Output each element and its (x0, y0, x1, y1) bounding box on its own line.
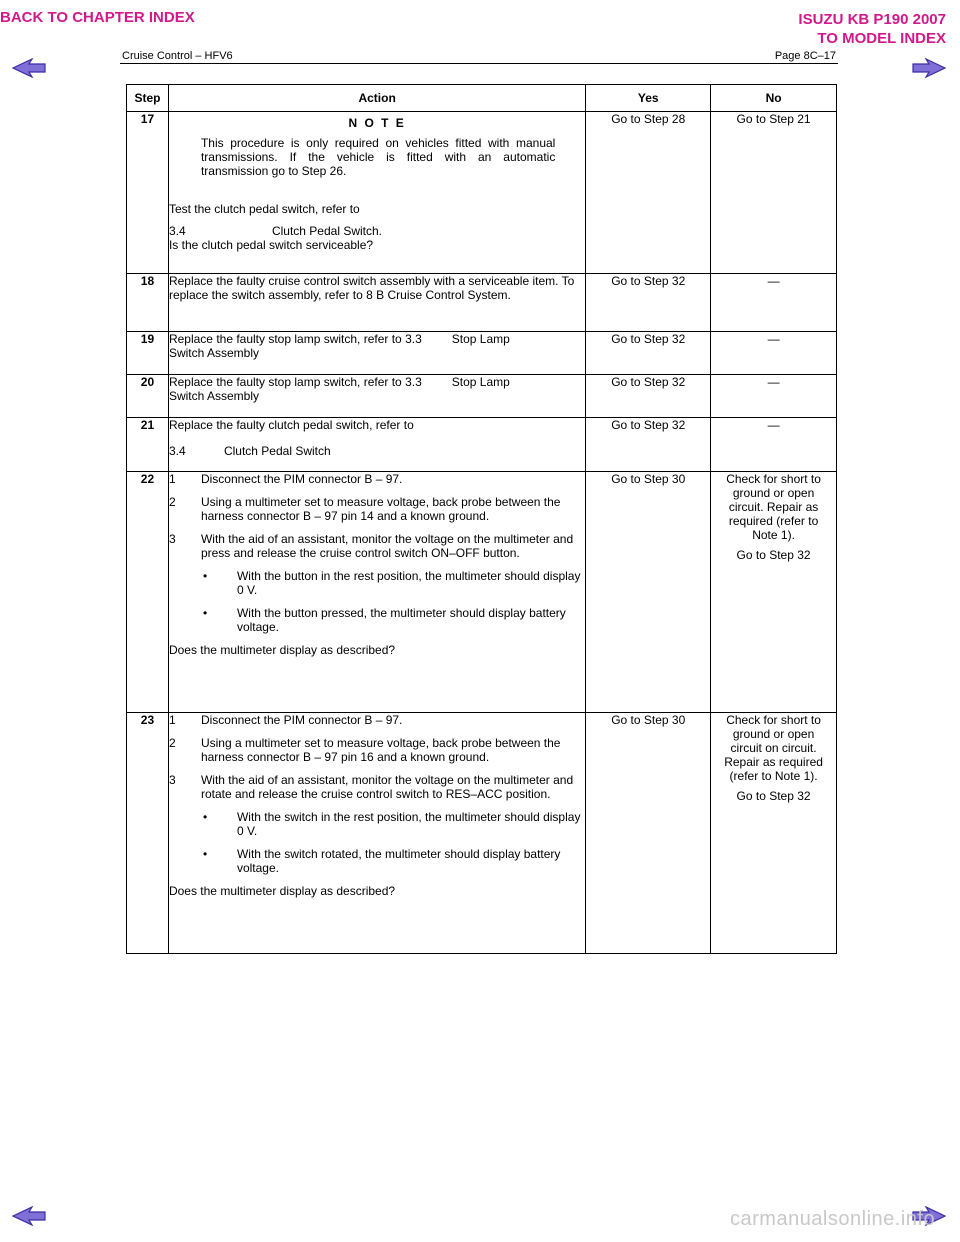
model-title: ISUZU KB P190 2007 (798, 11, 946, 28)
list-number: 3 (168, 773, 176, 787)
reference-number[interactable]: 3.4 (168, 224, 186, 238)
action-cell (168, 375, 585, 418)
section-title: Cruise Control – HFV6 (122, 50, 233, 62)
reference-link[interactable]: Stop Lamp (451, 375, 510, 389)
question-text: Does the multimeter display as described? (168, 884, 396, 898)
yes-cell: Go to Step 30 (586, 713, 711, 954)
action-cell (168, 418, 585, 472)
step-number: 23 (127, 713, 169, 954)
action-cell (168, 112, 585, 274)
step-number: 18 (127, 274, 169, 332)
yes-cell: Go to Step 32 (586, 332, 711, 375)
bullet-icon: • (202, 606, 208, 620)
header-step: Step (127, 85, 169, 112)
list-text: With the aid of an assistant, monitor the voltage on the multimeter and press and release the cruise control switch ON–OFF button. (200, 532, 574, 560)
table-header-row (127, 85, 837, 112)
list-number: 1 (168, 472, 176, 486)
list-number: 2 (168, 736, 176, 750)
action-text: Replace the faulty stop lamp switch, refer to 3.3 (168, 332, 422, 346)
reference-link-cont[interactable]: Switch Assembly (168, 389, 259, 403)
yes-cell: Go to Step 32 (586, 274, 711, 332)
no-cell: — (711, 332, 837, 375)
no-cell (711, 472, 837, 713)
header-action: Action (168, 85, 585, 112)
yes-cell: Go to Step 32 (586, 375, 711, 418)
step-number: 20 (127, 375, 169, 418)
table-row (127, 112, 837, 274)
table-row (127, 375, 837, 418)
previous-page-arrow-bottom-icon[interactable] (12, 1206, 46, 1226)
list-text: Disconnect the PIM connector B – 97. (200, 713, 403, 727)
reference-link[interactable]: Clutch Pedal Switch. (271, 224, 383, 238)
list-number: 3 (168, 532, 176, 546)
step-number: 22 (127, 472, 169, 713)
no-result: Go to Step 32 (736, 548, 811, 562)
yes-cell: Go to Step 28 (586, 112, 711, 274)
step-number: 19 (127, 332, 169, 375)
bullet-text: With the switch in the rest position, the multimeter should display 0 V. (236, 810, 581, 838)
yes-cell: Go to Step 30 (586, 472, 711, 713)
bullet-icon: • (202, 847, 208, 861)
action-cell (168, 713, 585, 954)
page-number: Page 8C–17 (774, 50, 836, 62)
action-text: Test the clutch pedal switch, refer to (168, 202, 360, 216)
no-cell: Go to Step 21 (711, 112, 837, 274)
to-model-index-label[interactable]: TO MODEL INDEX (817, 30, 946, 47)
table-row (127, 472, 837, 713)
step-number: 17 (127, 112, 169, 274)
list-text: With the aid of an assistant, monitor the voltage on the multimeter and rotate and release the cruise control switch to RES–ACC position. (200, 773, 574, 801)
table-row (127, 418, 837, 472)
header-rule (120, 63, 838, 64)
list-number: 1 (168, 713, 176, 727)
reference-link[interactable]: Clutch Pedal Switch (223, 444, 331, 458)
list-text: Disconnect the PIM connector B – 97. (200, 472, 403, 486)
bullet-text: With the button in the rest position, the multimeter should display 0 V. (236, 569, 581, 597)
note-body: This procedure is only required on vehicles fitted with manual transmissions. If the vehicle is fitted with an automatic transmission go to Step 26. (200, 136, 556, 178)
table-row (127, 332, 837, 375)
no-cell: — (711, 418, 837, 472)
action-text: Replace the faulty clutch pedal switch, refer to (168, 418, 414, 432)
question-text: Is the clutch pedal switch serviceable? (168, 238, 374, 252)
no-result: Go to Step 32 (736, 789, 811, 803)
bullet-text: With the button pressed, the multimeter should display battery voltage. (236, 606, 566, 634)
list-number: 2 (168, 495, 176, 509)
header-yes: Yes (586, 85, 711, 112)
bullet-icon: • (202, 810, 208, 824)
reference-link-cont[interactable]: Switch Assembly (168, 346, 259, 360)
bullet-text: With the switch rotated, the multimeter should display battery voltage. (236, 847, 561, 875)
action-cell (168, 472, 585, 713)
list-text: Using a multimeter set to measure voltage, back probe between the harness connector B – 97 pin 14 and a known ground. (200, 495, 561, 523)
no-detail-text: Check for short to ground or open circuit on circuit. Repair as required (refer to Note 1). (724, 713, 823, 783)
action-text: Replace the faulty stop lamp switch, refer to 3.3 (168, 375, 422, 389)
action-cell (168, 332, 585, 375)
bullet-icon: • (202, 569, 208, 583)
watermark-text: carmanualsonline.info (730, 1208, 936, 1230)
no-detail-text: Check for short to ground or open circuit. Repair as required (refer to Note 1). (726, 472, 821, 542)
note-title: N O T E (348, 116, 406, 130)
no-cell: — (711, 274, 837, 332)
table-row (127, 713, 837, 954)
header-no: No (711, 85, 837, 112)
reference-number[interactable]: 3.4 (168, 444, 186, 458)
step-number: 21 (127, 418, 169, 472)
next-page-arrow-icon[interactable] (912, 58, 946, 78)
reference-link[interactable]: Stop Lamp (451, 332, 510, 346)
diagnostic-table (126, 84, 837, 954)
question-text: Does the multimeter display as described? (168, 643, 396, 657)
back-to-chapter-index-link[interactable]: BACK TO CHAPTER INDEX (0, 9, 195, 26)
yes-cell: Go to Step 32 (586, 418, 711, 472)
action-cell: Replace the faulty cruise control switch assembly with a serviceable item. To replace the switch assembly, refer to 8 B Cruise Control System. (168, 274, 585, 332)
no-cell (711, 713, 837, 954)
model-index-link[interactable] (798, 10, 946, 48)
previous-page-arrow-icon[interactable] (12, 58, 46, 78)
table-row (127, 274, 837, 332)
no-cell: — (711, 375, 837, 418)
list-text: Using a multimeter set to measure voltage, back probe between the harness connector B – 97 pin 16 and a known ground. (200, 736, 561, 764)
